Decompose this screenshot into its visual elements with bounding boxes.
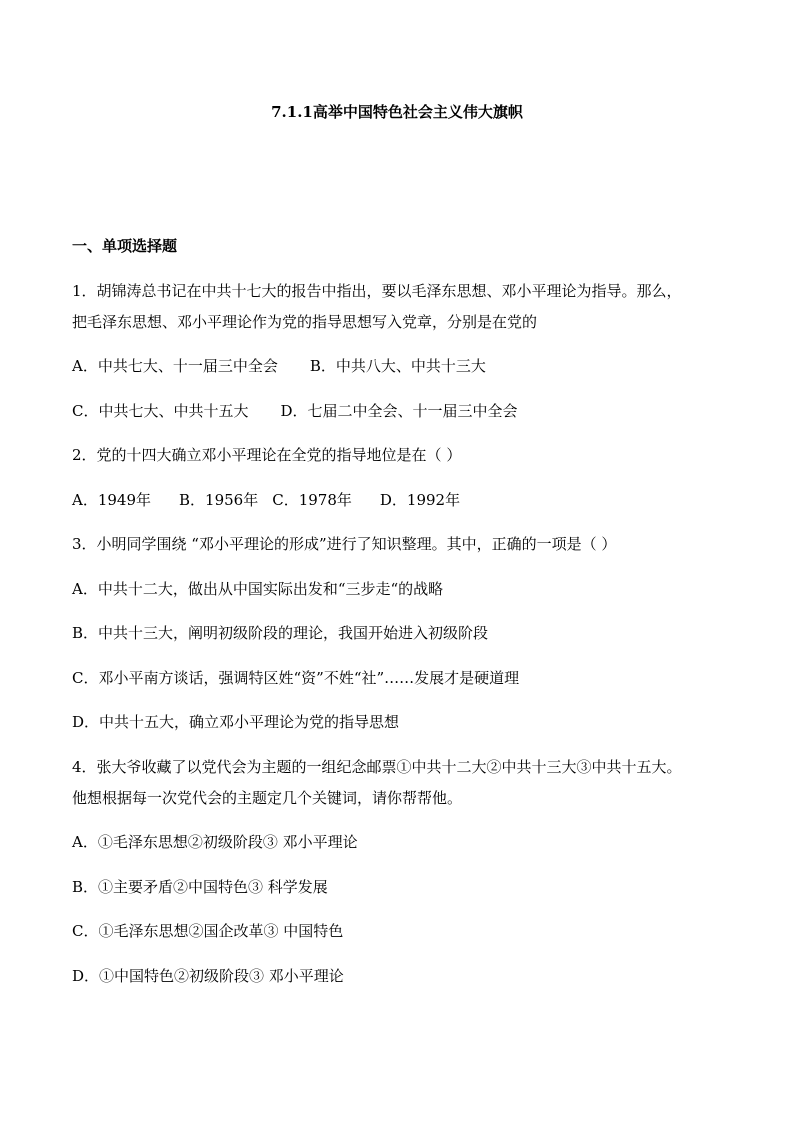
question-4-option-a: A．①毛泽东思想②初级阶段③ 邓小平理论: [72, 833, 358, 851]
question-2-option-b: B．1956年: [179, 491, 259, 509]
question-1-stem-line-2: 把毛泽东思想、邓小平理论作为党的指导思想写入党章，分别是在党的: [72, 313, 538, 331]
question-1-stem-line-1: 1．胡锦涛总书记在中共十七大的报告中指出，要以毛泽东思想、邓小平理论为指导。那么，: [72, 282, 682, 300]
question-1-options-row-1: [72, 354, 486, 378]
question-1-option-c: C．中共七大、中共十五大: [72, 402, 249, 420]
question-4-option-b: B．①主要矛盾②中国特色③ 科学发展: [72, 878, 328, 896]
question-1-option-a: A．中共七大、十一届三中全会: [72, 357, 278, 375]
question-4-stem-line-2: 他想根据每一次党代会的主题定几个关键词，请你帮帮他。: [72, 789, 463, 807]
question-4-stem-line-1: 4．张大爷收藏了以党代会为主题的一组纪念邮票①中共十二大②中共十三大③中共十五大。: [72, 758, 682, 776]
question-1-option-b: B．中共八大、中共十三大: [309, 357, 486, 375]
question-3-stem: 3．小明同学围绕 “邓小平理论的形成”进行了知识整理。其中，正确的一项是（ ）: [72, 535, 617, 553]
section-heading: 一、单项选择题: [72, 237, 178, 255]
question-2-stem: 2．党的十四大确立邓小平理论在全党的指导地位是在（ ）: [72, 446, 462, 464]
question-3-option-b: B．中共十三大，阐明初级阶段的理论，我国开始进入初级阶段: [72, 624, 489, 642]
question-1-options-row-2: [72, 399, 518, 423]
question-4-option-c: C．①毛泽东思想②国企改革③ 中国特色: [72, 922, 344, 940]
question-1-option-d: D．七届二中全会、十一届三中全会: [280, 402, 518, 420]
question-2-option-d: D．1992年: [379, 491, 461, 509]
document-title: 7.1.1高举中国特色社会主义伟大旗帜: [271, 103, 523, 121]
question-2-options-row: [72, 488, 460, 512]
question-3-option-a: A．中共十二大，做出从中国实际出发和“三步走“的战略: [72, 580, 444, 598]
question-4-option-d: D．①中国特色②初级阶段③ 邓小平理论: [72, 967, 344, 985]
question-3-option-d: D．中共十五大，确立邓小平理论为党的指导思想: [72, 713, 400, 731]
question-2-option-c: C．1978年: [272, 491, 352, 509]
question-3-option-c: C．邓小平南方谈话，强调特区姓“资”不姓“社”……发展才是硬道理: [72, 669, 520, 687]
question-2-option-a: A．1949年: [72, 491, 152, 509]
